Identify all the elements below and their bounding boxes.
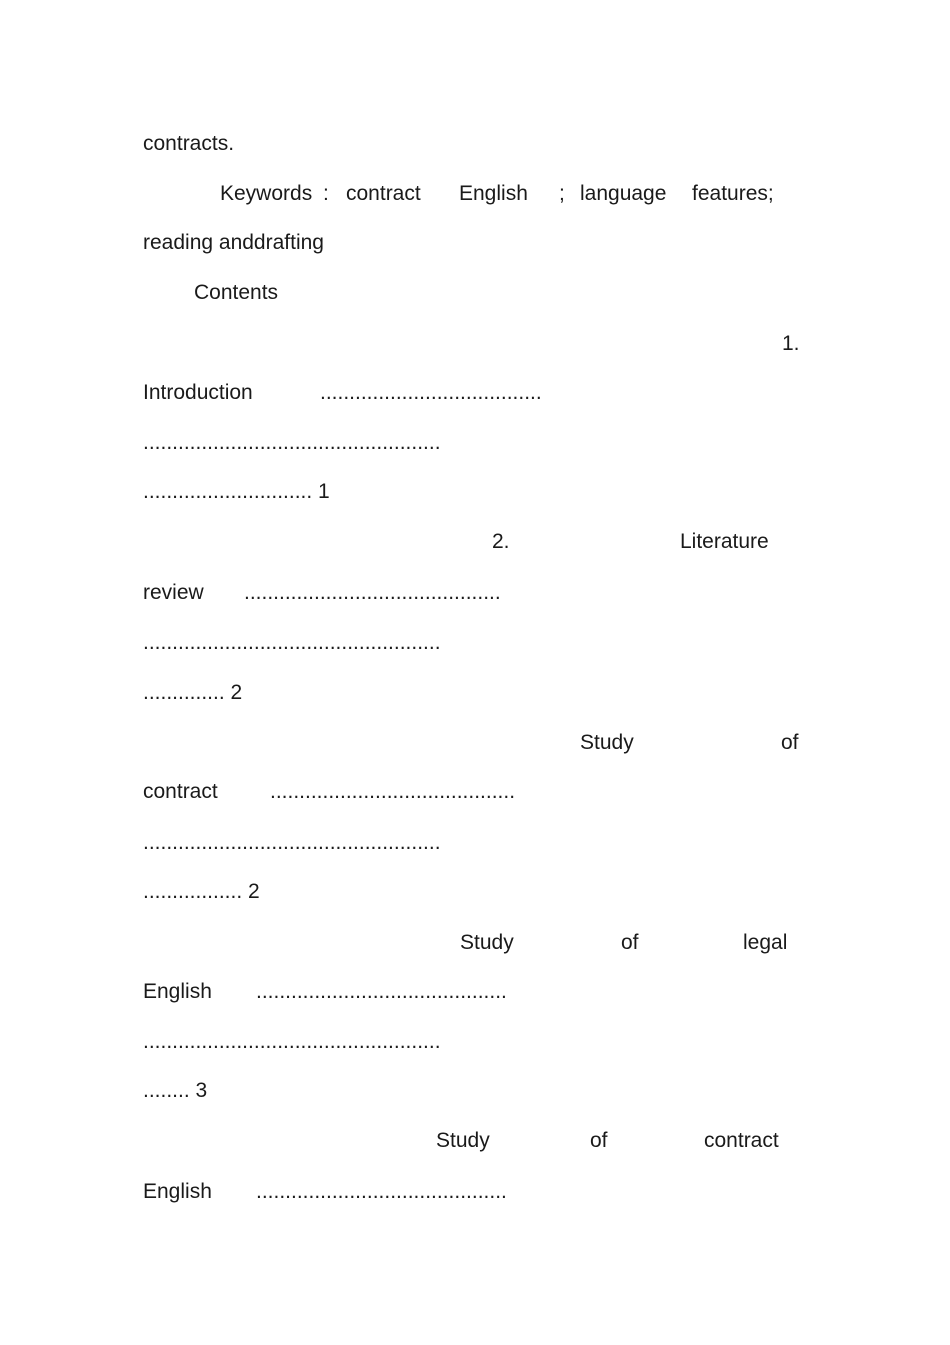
toc-2-title-b: review [143,581,204,604]
toc-3-word-of: of [781,731,799,754]
keywords-label: Keywords [220,182,313,205]
toc-1-number: 1. [782,332,800,355]
toc-3-leader-b: ................................................... [143,831,441,854]
keyword-english: English [459,182,528,205]
toc-5-leader-a: ........................................... [256,1180,507,1203]
toc-2-leader-b: ................................................... [143,631,441,654]
toc-2-number: 2. [492,530,510,553]
toc-4-word-study: Study [460,931,514,954]
toc-3-leader-page: ................. 2 [143,880,260,903]
keyword-contract: contract [346,182,421,205]
toc-4-leader-a: ........................................... [256,980,507,1003]
toc-1-leader-a: ...................................... [320,381,542,404]
keywords-colon: : [323,182,329,205]
toc-4-word-legal: legal [743,931,788,954]
keywords-semicolon: ; [559,182,565,205]
toc-1-leader-page: ............................. 1 [143,480,330,503]
contents-heading: Contents [194,281,279,304]
toc-2-leader-a: ............................................ [244,581,501,604]
toc-4-word-of: of [621,931,639,954]
toc-2-title-a: Literature [680,530,769,553]
keyword-reading-drafting: reading anddrafting [143,231,324,254]
toc-5-word-english: English [143,1180,212,1203]
toc-4-word-english: English [143,980,212,1003]
body-text-contracts: contracts. [143,132,235,155]
toc-4-leader-page: ........ 3 [143,1079,208,1102]
toc-3-leader-a: .......................................... [270,780,516,803]
toc-3-word-contract: contract [143,780,218,803]
toc-1-title: Introduction [143,381,253,404]
keyword-language: language [580,182,667,205]
toc-5-word-of: of [590,1129,608,1152]
toc-4-leader-b: ................................................... [143,1030,441,1053]
keyword-features: features; [692,182,774,205]
toc-3-word-study: Study [580,731,634,754]
toc-2-leader-page: .............. 2 [143,681,243,704]
toc-1-leader-b: ................................................... [143,431,441,454]
toc-5-word-contract: contract [704,1129,779,1152]
toc-5-word-study: Study [436,1129,490,1152]
